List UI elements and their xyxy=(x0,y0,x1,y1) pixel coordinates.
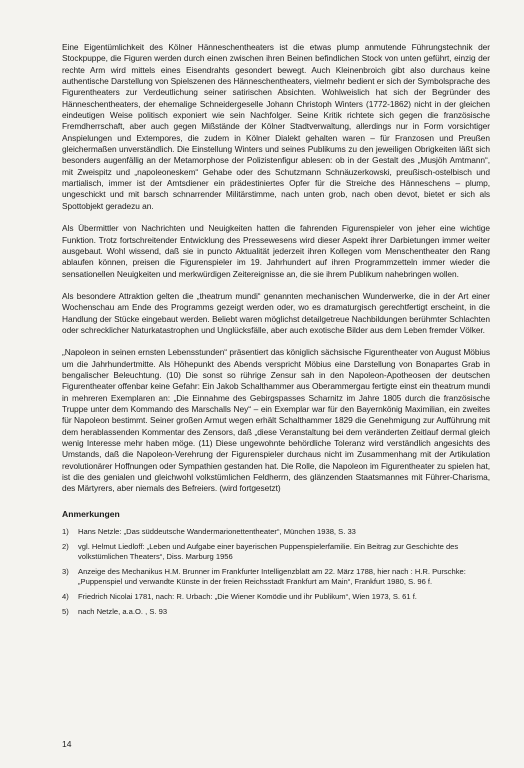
paragraph: Eine Eigentümlichkeit des Kölner Hänneschentheaters ist die etwas plump anmutende Führungstechnik der Stockpuppe, die Figuren werden durch einen zwischen ihren Beinen befindlichen Stock von unten geführt, einzig der rechte Arm wird mittels eines Eisendrahts gesondert bewegt. Auch Kleinenbroich gibt also durchaus keine authentische Darstellung von Spielszenen des Hänneschentheaters, vielmehr bedient er sich der Symbolsprache des Figurentheaters zur Verdeutlichung seiner satirischen Absichten. Wohlweislich hat sich der Begründer des Hänneschentheaters, der ehemalige Schneidergeselle Johann Christoph Winters (1772-1862) nicht in der gleichen eindeutigen Weise politisch exponiert wie sein Nachfolger. Seine Kritik richtete sich gegen die französische Fremdherrschaft, aber auch gegen Mißstände der Kölner Stadtverwaltung, allerdings nur in Form vorsichtiger Anspielungen und Extempores, die zudem in Kölner Dialekt gehalten waren – für Franzosen und Preußen gleichermaßen unverständlich. Die Einstellung Winters und seines Publikums zu den jeweiligen Obrigkeiten läßt sich besonders augenfällig an der Metamorphose der Polizistenfigur ablesen: ob in der Gestalt des „Musjöh Amtmann“, mit Zweispitz und „napoleoneskem“ Gehabe oder des Schutzmann Schnäuzerkowski, preußisch-ostelbisch und martialisch, immer ist der Amtsdiener ein prädestiniertes Opfer für die Streiche des Hänneschens – plump, ungeschickt und mit barsch schnarrender Militärstimme, nach unten grob, nach oben devot, bietet er sich als Spottobjekt geradezu an. xyxy=(62,42,490,211)
paragraph: Als besondere Attraktion gelten die „theatrum mundi“ genannten mechanischen Wunderwerke, die in der Art einer Wochenschau am Ende des Programms gezeigt werden oder, wo es dramaturgisch gerechtfertigt erscheint, in die Handlung der Stücke eingebaut werden. Beliebt waren möglichst detailgetreue Nachbildungen berühmter Schlachten oder schrecklicher Naturkatastrophen und Unglücksfälle, aber auch exotische Bilder aus dem Leben fremder Völker. xyxy=(62,290,490,335)
note-number: 3) xyxy=(62,566,69,576)
page-number: 14 xyxy=(62,739,72,749)
note-text: vgl. Helmut Liedloff: „Leben und Aufgabe einer bayerischen Puppenspielerfamilie. Ein Beitrag zur Geschichte des volkstümlichen Theaters“, Diss. Marburg 1956 xyxy=(78,541,459,561)
note-item xyxy=(62,567,490,587)
note-number: 1) xyxy=(62,526,69,536)
note-text: nach Netzle, a.a.O. , S. 93 xyxy=(78,606,168,616)
note-text: Friedrich Nicolai 1781, nach: R. Urbach: „Die Wiener Komödie und ihr Publikum“, Wien 1973, S. 61 f. xyxy=(78,591,417,601)
note-text: Anzeige des Mechanikus H.M. Brunner im Frankfurter Intelligenzblatt am 22. März 1788, hier nach : H.R. Purschke: „Puppenspiel und verwandte Künste in der freien Reichsstadt Frankfurt am Main“, Frankfurt 1980, S. 96 f. xyxy=(78,566,466,586)
body-text xyxy=(62,42,490,495)
note-text: Hans Netzle: „Das süddeutsche Wandermarionettentheater“, München 1938, S. 33 xyxy=(78,526,356,536)
note-number: 2) xyxy=(62,541,69,551)
note-item xyxy=(62,542,490,562)
note-item xyxy=(62,592,490,602)
note-number: 5) xyxy=(62,606,69,616)
paragraph: „Napoleon in seinen ernsten Lebensstunden“ präsentiert das königlich sächsische Figurentheater von August Möbius um die Jahrhundertmitte. Als Höhepunkt des Abends verspricht Möbius eine Darstellung von Bonapartes Grab in bengalischer Beleuchtung. (10) Die sonst so rührige Zensur sah in den Napoleon-Apotheosen der deutschen Figurentheater offenbar keine Gefahr: Ein Jakob Schalthammer aus Oberammergau fertigte einst ein theatrum mundi in mehreren Exemplaren an: „Die Einnahme des Gebirgspasses Scharnitz im Jahre 1805 durch die französische Truppe unter dem Kommando des Marschalls Ney“ – ein Exemplar war für den Bayernkönig Maximilian, ein zweites für Napoleon bestimmt. Seiner großen Armut wegen erhält Schalthammer 1829 die Genehmigung zur Aufführung mit dem herablassenden Kommentar des Zensors, daß „diese Veranstaltung bei dem veränderten Zeitlauf dermal gleich wenig Interesse mehr haben möge. (11) Diese ungewohnte behördliche Toleranz wird verständlich angesichts des Umstands, daß die Napoleon-Verehrung der Figurenspieler durchaus nicht im Zusammenhang mit der Artikulation revolutionärer Hoffnungen oder Sympathien gestanden hat. Die Rolle, die Napoleon im Figurentheater zu spielen hat, ist die des genialen und gleichwohl volkstümlichen Feldherrn, des glänzenden Staatsmannes mit Führer-Charisma, des Märtyrers, aber niemals des Befreiers. (wird fortgesetzt) xyxy=(62,347,490,494)
notes-list xyxy=(62,527,490,617)
note-item xyxy=(62,527,490,537)
paragraph: Als Übermittler von Nachrichten und Neuigkeiten hatten die fahrenden Figurenspieler von jeher eine wichtige Funktion. Trotz fortschreitender Entwicklung des Pressewesens wird dieser Aspekt ihrer Darbietungen immer weiter ausgebaut. Wohl wissend, daß sie in puncto Aktualität jederzeit ihren Kollegen vom Menschentheater den Rang ablaufen können, preisen die Figurenspieler im 19. Jahrhundert auf ihren Programmzetteln immer wieder die sensationellen Neuigkeiten und merkwürdigen Zeitereignisse an, die sie ihrem Publikum nahebringen wollen. xyxy=(62,223,490,279)
note-item xyxy=(62,607,490,617)
note-number: 4) xyxy=(62,591,69,601)
notes-heading: Anmerkungen xyxy=(62,508,120,519)
